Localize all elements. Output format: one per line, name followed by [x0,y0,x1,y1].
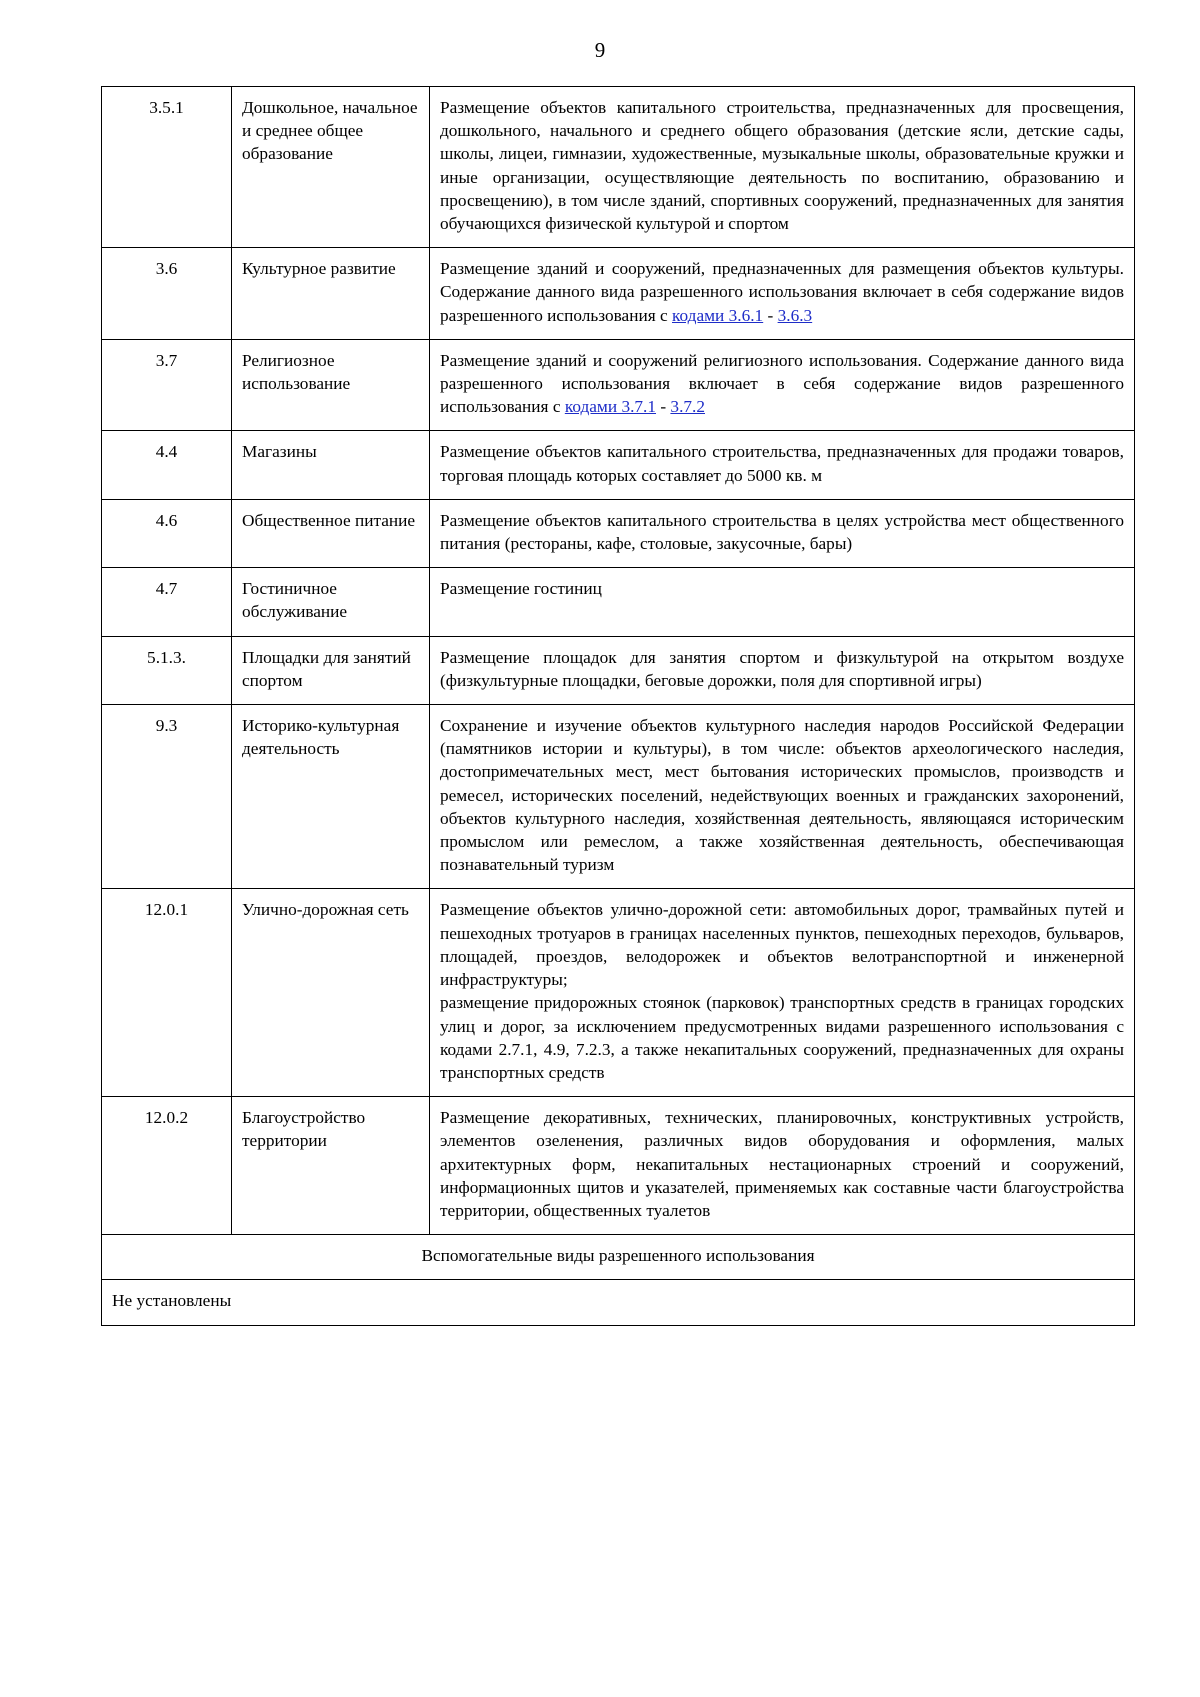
row-code: 4.6 [102,499,232,567]
auxiliary-value: Не установлены [102,1280,1135,1325]
row-code: 4.7 [102,568,232,636]
table-row [102,705,1135,889]
row-description [430,889,1135,1097]
row-description: Сохранение и изучение объектов культурного наследия народов Российской Федерации (памятников истории и культуры), в том числе: объектов археологического наследия, достопримечательных мест, мест бытования исторических промыслов, производств и ремесел, исторических поселений, недействующих военных и гражданских захоронений, объектов культурного наследия, хозяйственная деятельность, являющаяся историческим промыслом или ремеслом, а также хозяйственная деятельность, обеспечивающая познавательный туризм [430,705,1135,889]
table-row [102,889,1135,1097]
description-text: Размещение зданий и сооружений, предназначенных для размещения объектов культуры. Содержание данного вида разрешенного использования включает в себя содержание видов разрешенного использования с [440,259,1124,325]
row-code: 3.5.1 [102,87,232,248]
row-name: Общественное питание [232,499,430,567]
range-separator: - [763,305,778,325]
row-description: Размещение декоративных, технических, планировочных, конструктивных устройств, элементов озеленения, различных видов оборудования и оформления, малых архитектурных форм, некапитальных нестационарных строений и сооружений, информационных щитов и указателей, применяемых как составные части благоустройства территории, общественных туалетов [430,1097,1135,1235]
row-code: 4.4 [102,431,232,499]
row-code: 5.1.3. [102,636,232,704]
row-description [430,248,1135,340]
row-description: Размещение объектов капитального строительства, предназначенных для просвещения, дошкольного, начального и среднего общего образования (детские ясли, детские сады, школы, лицеи, гимназии, художественные, музыкальные школы, образовательные кружки и иные организации, осуществляющие деятельность по воспитанию, образованию и просвещению), в том числе зданий, спортивных сооружений, предназначенных для занятия обучающихся физической культурой и спортом [430,87,1135,248]
row-name: Благоустройство территории [232,1097,430,1235]
row-name: Дошкольное, начальное и среднее общее образование [232,87,430,248]
codes-link-3-6-1[interactable]: кодами 3.6.1 [672,305,764,325]
auxiliary-value-row [102,1280,1135,1325]
description-paragraph: Размещение объектов улично-дорожной сети: автомобильных дорог, трамвайных путей и пешеходных тротуаров в границах населенных пунктов, пешеходных переходов, бульваров, площадей, проездов, велодорожек и объектов велотранспортной и инженерной инфраструктуры; [440,900,1124,990]
row-name: Историко-культурная деятельность [232,705,430,889]
row-description: Размещение объектов капитального строительства в целях устройства мест общественного питания (рестораны, кафе, столовые, закусочные, бары) [430,499,1135,567]
row-name: Площадки для занятий спортом [232,636,430,704]
row-description [430,339,1135,431]
auxiliary-heading-row [102,1235,1135,1280]
row-name: Религиозное использование [232,339,430,431]
row-code: 12.0.2 [102,1097,232,1235]
row-name: Магазины [232,431,430,499]
row-description: Размещение площадок для занятия спортом и физкультурой на открытом воздухе (физкультурные площадки, беговые дорожки, поля для спортивной игры) [430,636,1135,704]
row-name: Улично-дорожная сеть [232,889,430,1097]
row-code: 12.0.1 [102,889,232,1097]
table-row [102,248,1135,340]
table-row [102,636,1135,704]
auxiliary-heading: Вспомогательные виды разрешенного использования [102,1235,1135,1280]
row-name: Гостиничное обслуживание [232,568,430,636]
row-code: 3.7 [102,339,232,431]
row-code: 9.3 [102,705,232,889]
row-name: Культурное развитие [232,248,430,340]
land-use-table [101,86,1135,1326]
table-row [102,339,1135,431]
codes-link-3-7-2[interactable]: 3.7.2 [670,397,705,417]
row-description: Размещение объектов капитального строительства, предназначенных для продажи товаров, торговая площадь которых составляет до 5000 кв. м [430,431,1135,499]
table-row [102,431,1135,499]
description-paragraph: размещение придорожных стоянок (парковок) транспортных средств в границах городских улиц и дорог, за исключением предусмотренных видами разрешенного использования с кодами 2.7.1, 4.9, 7.2.3, а также некапитальных сооружений, предназначенных для охраны транспортных средств [440,993,1124,1082]
row-description: Размещение гостиниц [430,568,1135,636]
table-row [102,568,1135,636]
table-row [102,1097,1135,1235]
row-code: 3.6 [102,248,232,340]
codes-link-3-6-3[interactable]: 3.6.3 [777,305,813,325]
codes-link-3-7-1[interactable]: кодами 3.7.1 [564,397,657,417]
page-number: 9 [594,38,606,62]
range-separator: - [656,397,671,417]
table-row [102,87,1135,248]
description-text: Размещение зданий и сооружений религиозного использования. Содержание данного вида разрешенного использования включает в себя содержание видов разрешенного использования с [440,350,1124,417]
table-row [102,499,1135,567]
